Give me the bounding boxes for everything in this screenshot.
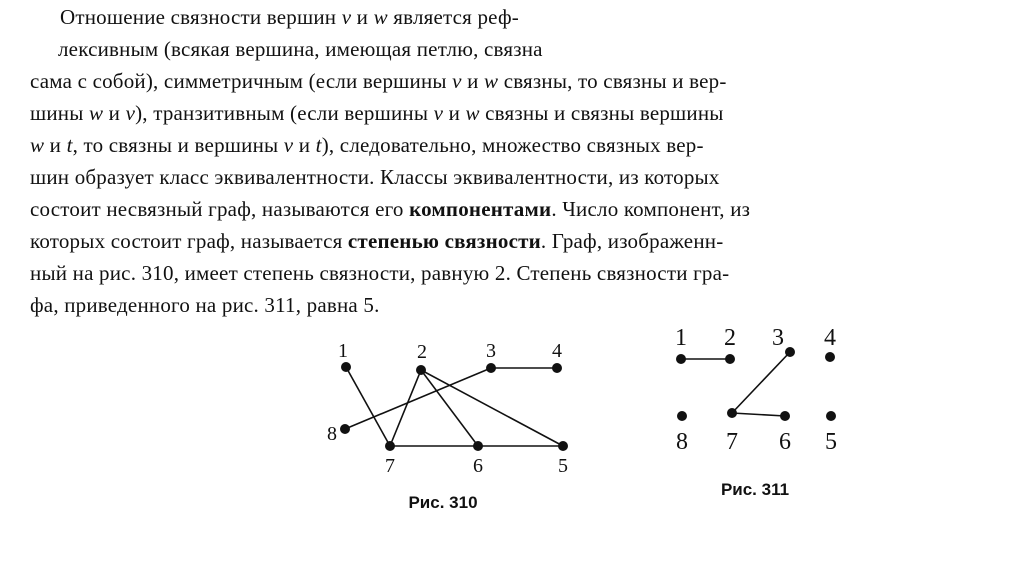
graph-vertex-2 [416, 365, 426, 375]
graph-vertex-4 [552, 363, 562, 373]
vertex-label-1: 1 [338, 340, 348, 362]
graph-vertex-5 [558, 441, 568, 451]
graph-edge-2-5 [421, 370, 563, 446]
graph-figure-311 [660, 320, 860, 500]
graph-edge-7-6 [732, 413, 785, 416]
graph-vertex-6 [780, 411, 790, 421]
graph-edge-1-7 [346, 367, 390, 446]
vertex-label-4: 4 [552, 340, 562, 362]
vertex-label-7: 7 [726, 429, 738, 455]
vertex-label-4: 4 [824, 325, 836, 351]
graph-vertex-4 [825, 352, 835, 362]
vertex-label-3: 3 [772, 325, 784, 351]
text-line: шины w и v), транзитивным (если вершины v и w связны и связны вершины [30, 101, 724, 125]
figure-caption: Рис. 311 [720, 480, 790, 499]
vertex-label-5: 5 [825, 429, 837, 455]
graph-vertex-8 [340, 424, 350, 434]
vertex-label-2: 2 [417, 341, 427, 363]
graph-vertex-8 [677, 411, 687, 421]
text-line: w и t, то связны и вершины v и t), следовательно, множество связных вер- [30, 133, 704, 157]
graph-vertex-1 [676, 354, 686, 364]
graph-edge-3-7 [732, 352, 790, 413]
vertex-label-5: 5 [558, 455, 568, 477]
graph-vertex-5 [826, 411, 836, 421]
vertex-label-6: 6 [473, 455, 483, 477]
graph-vertex-2 [725, 354, 735, 364]
graph-figure-310 [310, 330, 590, 530]
graph-vertex-6 [473, 441, 483, 451]
text-line: Отношение связности вершин v и w является реф- [60, 5, 519, 29]
vertex-label-8: 8 [327, 423, 337, 445]
graph-vertex-7 [727, 408, 737, 418]
graph-vertex-1 [341, 362, 351, 372]
text-line: которых состоит граф, называется степенью связности. Граф, изображенн- [30, 229, 724, 253]
text-line: фа, приведенного на рис. 311, равна 5. [30, 293, 380, 317]
graph-vertex-3 [785, 347, 795, 357]
vertex-label-2: 2 [724, 325, 736, 351]
text-line: состоит несвязный граф, называются его компонентами. Число компонент, из [30, 197, 751, 221]
graph-edge-2-6 [421, 370, 478, 446]
term: компонентами [409, 197, 552, 221]
figure-caption: Рис. 310 [408, 493, 478, 512]
text-line: сама с собой), симметричным (если вершины v и w связны, то связны и вер- [30, 69, 727, 93]
text-line: шин образует класс эквивалентности. Классы эквивалентности, из которых [30, 165, 720, 189]
graph-vertex-3 [486, 363, 496, 373]
vertex-label-6: 6 [779, 429, 791, 455]
term: степенью связности [347, 229, 541, 253]
vertex-label-8: 8 [676, 429, 688, 455]
vertex-label-1: 1 [675, 325, 687, 351]
graph-vertex-7 [385, 441, 395, 451]
text-line: ный на рис. 310, имеет степень связности, равную 2. Степень связности гра- [30, 261, 730, 285]
vertex-label-7: 7 [385, 455, 395, 477]
text-line: лексивным (всякая вершина, имеющая петлю, связна [58, 37, 543, 61]
vertex-label-3: 3 [486, 340, 496, 362]
